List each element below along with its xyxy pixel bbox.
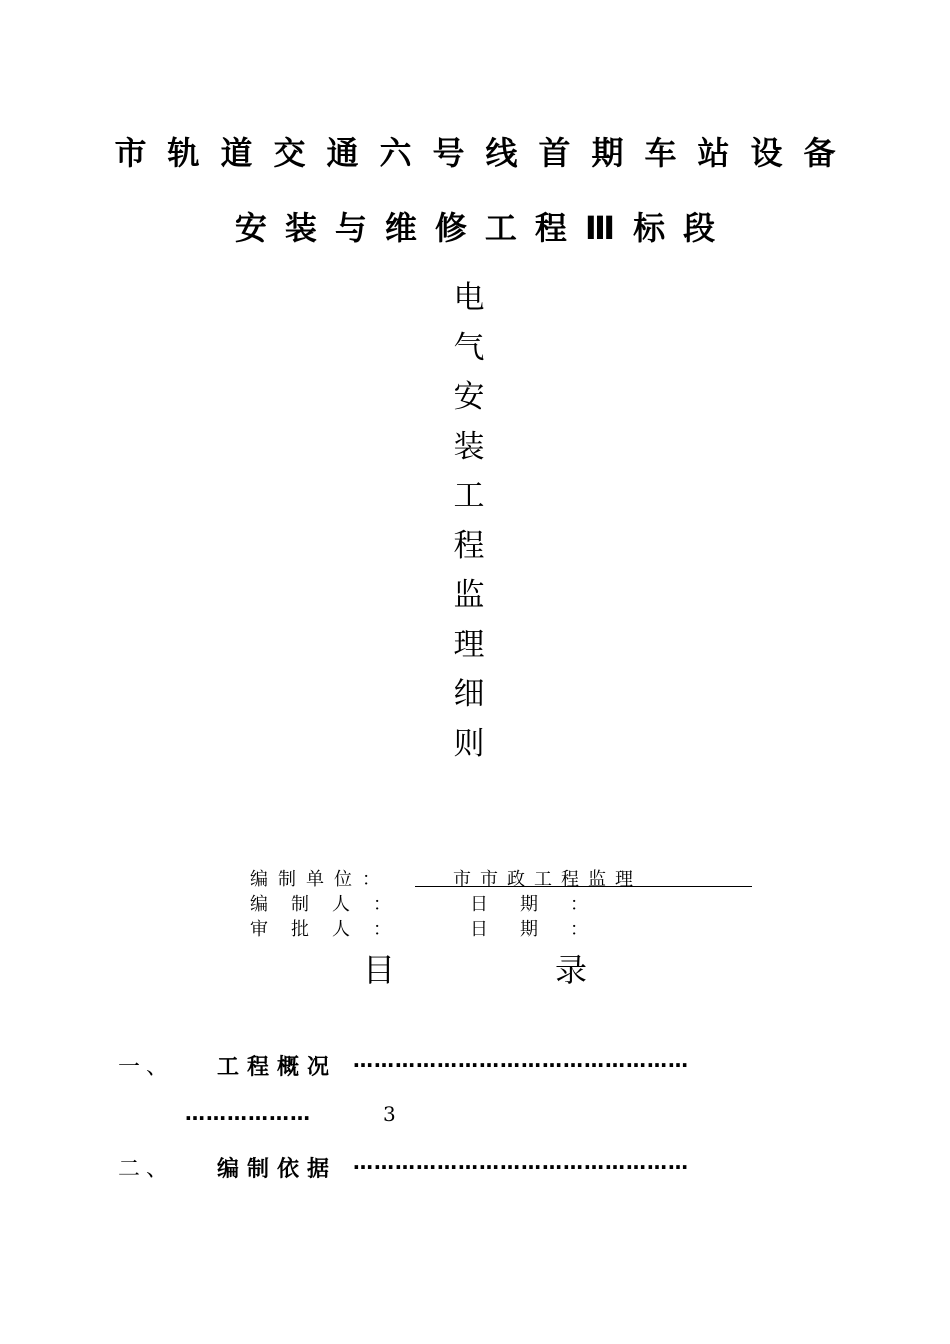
subtitle-char: 则 (453, 725, 485, 762)
editor-label: 编制人： (250, 894, 414, 915)
subtitle-char: 气 (453, 329, 485, 366)
toc-heading-right: 录 (555, 951, 588, 989)
approver-date-label: 日期： (470, 919, 620, 940)
approver-label: 审批人： (250, 919, 414, 940)
subtitle-char: 工 (453, 478, 485, 514)
document-title-line-2: 安装与维修工程Ⅲ标段 (234, 209, 734, 247)
subtitle-char: 安 (453, 379, 485, 415)
editor-date-label: 日期： (470, 894, 620, 915)
document-title-line-1: 市轨道交通六号线首期车站设备 (114, 134, 857, 172)
compile-unit-label: 编制单位： (250, 869, 390, 890)
subtitle-char: 装 (453, 428, 485, 465)
subtitle-char: 理 (453, 626, 485, 663)
document-subtitle-vertical (449, 274, 489, 769)
toc-item-page-number[interactable]: 3 (383, 1102, 396, 1126)
subtitle-char: 电 (453, 280, 485, 316)
toc-heading-left: 目 (362, 951, 395, 989)
subtitle-char: 细 (453, 676, 485, 712)
toc-heading (0, 945, 950, 991)
toc-item-leader-dots-continued: ……………… (185, 1101, 311, 1125)
toc-item-number: 一、 (118, 1055, 175, 1080)
toc-item-leader-dots: ………………………………………… (353, 1048, 689, 1072)
toc-item-title[interactable]: 工程概况 (217, 1055, 338, 1080)
toc-item-leader-dots: ………………………………………… (353, 1150, 689, 1174)
toc-item-title[interactable]: 编制依据 (217, 1157, 338, 1182)
subtitle-char: 监 (453, 577, 485, 613)
subtitle-char: 程 (453, 527, 485, 564)
compile-unit-value: 市市政工程监理 (415, 865, 752, 887)
toc-item-number: 二、 (118, 1157, 175, 1182)
